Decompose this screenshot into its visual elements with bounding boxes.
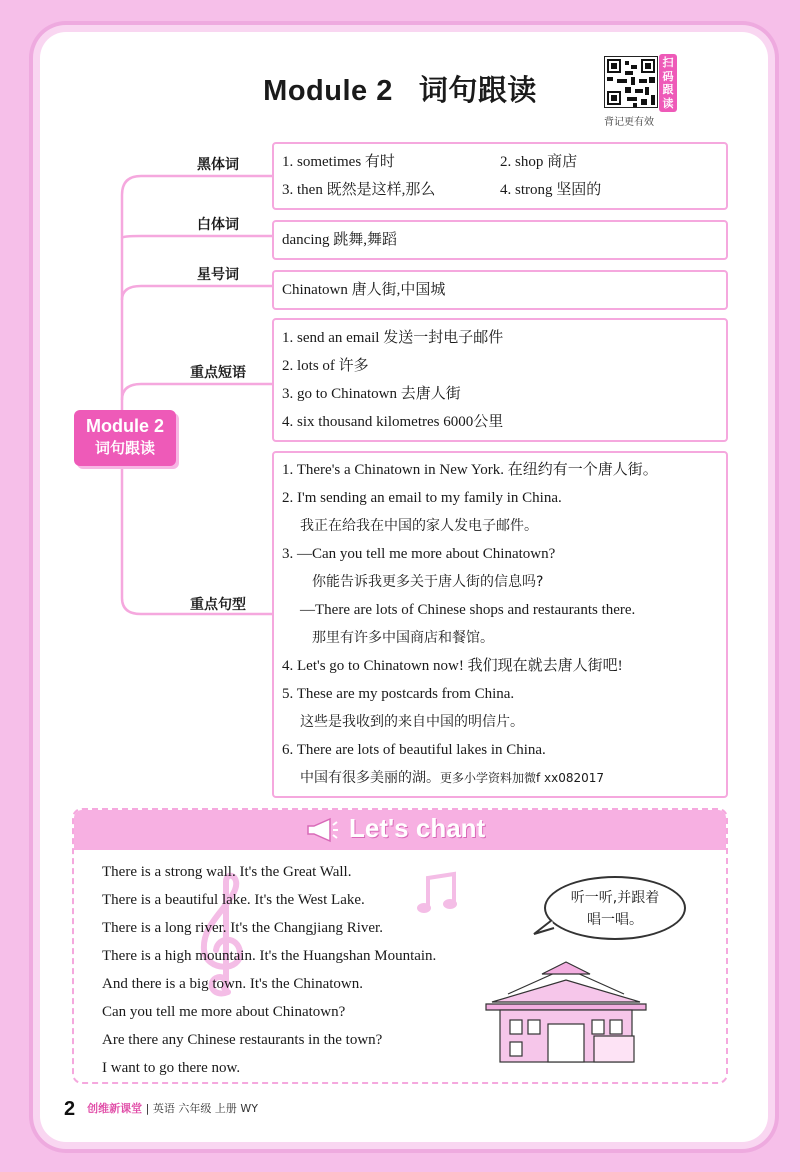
qr-caption: 背记更有效: [604, 117, 654, 128]
list-item: 3. then 既然是这样,那么: [282, 182, 436, 198]
lyric-line: There is a strong wall. It's the Great Wall.: [102, 864, 352, 880]
sentence-3b-zh: 那里有许多中国商店和餐馆。: [312, 630, 494, 646]
chant-header: [74, 810, 726, 850]
title-module: Module 2: [263, 75, 393, 107]
title-subtitle: 词句跟读: [418, 75, 537, 107]
star-words-box: [272, 270, 728, 310]
lyric-line: There is a beautiful lake. It's the West Lake.: [102, 892, 365, 908]
page-title: [0, 68, 800, 109]
sentence-6-zh: 中国有很多美丽的湖。: [300, 770, 440, 786]
sentences-box: [272, 451, 728, 798]
branch-label-black: 黑体词: [197, 157, 239, 173]
sentence-6-zh-row: [282, 764, 718, 792]
list-item: 3. go to Chinatown 去唐人街: [282, 386, 461, 402]
lyric-line: There is a long river. It's the Changjiang River.: [102, 920, 383, 936]
chinatown-building-icon: [482, 960, 650, 1068]
mind-map-root: [74, 410, 176, 466]
black-words-box: [272, 142, 728, 210]
branch-label-phrases: 重点短语: [190, 365, 246, 381]
list-item: 2. lots of 许多: [282, 358, 369, 374]
sentence-6-en: 6. There are lots of beautiful lakes in China.: [282, 742, 546, 758]
list-item: 4. strong 坚固的: [500, 182, 602, 198]
list-item: 4. six thousand kilometres 6000公里: [282, 414, 504, 430]
page-footer: 2 创维新课堂 | 英语 六年级 上册 WY: [64, 1098, 258, 1120]
bubble-tail-icon: [532, 918, 556, 938]
sentence-3-zh: 你能告诉我更多关于唐人街的信息吗?: [312, 574, 544, 590]
lyric-line: I want to go there now.: [102, 1060, 241, 1076]
page-number: 2: [64, 1098, 76, 1120]
scan-follow-tag[interactable]: 扫码跟读: [659, 54, 677, 112]
sentence-1: 1. There's a Chinatown in New York. 在纽约有一个唐人街。: [282, 462, 658, 478]
chant-panel: [72, 808, 728, 1084]
sentence-5-en: 5. These are my postcards from China.: [282, 686, 515, 702]
lyric-line: Are there any Chinese restaurants in the town?: [102, 1032, 383, 1048]
branch-label-sentences: 重点句型: [190, 597, 246, 613]
sentence-5-zh: 这些是我收到的来自中国的明信片。: [300, 714, 524, 730]
list-item: 1. sometimes 有时: [282, 154, 395, 170]
root-module: Module 2: [85, 416, 164, 436]
root-subtitle: 词句跟读: [94, 439, 155, 457]
qr-code-icon[interactable]: [604, 56, 658, 108]
bubble-line-1: 听一听,并跟着: [570, 890, 660, 906]
footer-meta: 英语 六年级 上册 WY: [152, 1102, 258, 1115]
footer-brand: 创维新课堂: [87, 1102, 143, 1115]
branch-label-star: 星号词: [197, 267, 239, 283]
phrases-box: [272, 318, 728, 442]
lyric-line: There is a high mountain. It's the Huangshan Mountain.: [102, 948, 437, 964]
sentence-2-zh: 我正在给我在中国的家人发电子邮件。: [300, 518, 538, 534]
promo-text: 更多小学资料加微f xx082017: [440, 771, 605, 785]
lyric-line: Can you tell me more about Chinatown?: [102, 1004, 346, 1020]
sentence-4: 4. Let's go to Chinatown now! 我们现在就去唐人街吧!: [282, 658, 623, 674]
sentence-2-en: 2. I'm sending an email to my family in China.: [282, 490, 562, 506]
speech-bubble: [544, 876, 686, 940]
branch-label-white: 白体词: [197, 217, 239, 233]
list-item: 2. shop 商店: [500, 154, 578, 170]
lyric-line: And there is a big town. It's the Chinatown.: [102, 976, 363, 992]
megaphone-icon: [304, 816, 340, 844]
chant-lyrics: [102, 858, 436, 1082]
white-words-box: [272, 220, 728, 260]
list-item: dancing 跳舞,舞蹈: [282, 232, 397, 248]
list-item: Chinatown 唐人街,中国城: [282, 282, 446, 298]
bubble-line-2: 唱一唱。: [587, 912, 643, 928]
list-item: 1. send an email 发送一封电子邮件: [282, 330, 504, 346]
chant-title: Let's chant: [349, 813, 486, 843]
sentence-3b-en: —There are lots of Chinese shops and restaurants there.: [300, 602, 636, 618]
sentence-3-en: 3. —Can you tell me more about Chinatown?: [282, 546, 556, 562]
